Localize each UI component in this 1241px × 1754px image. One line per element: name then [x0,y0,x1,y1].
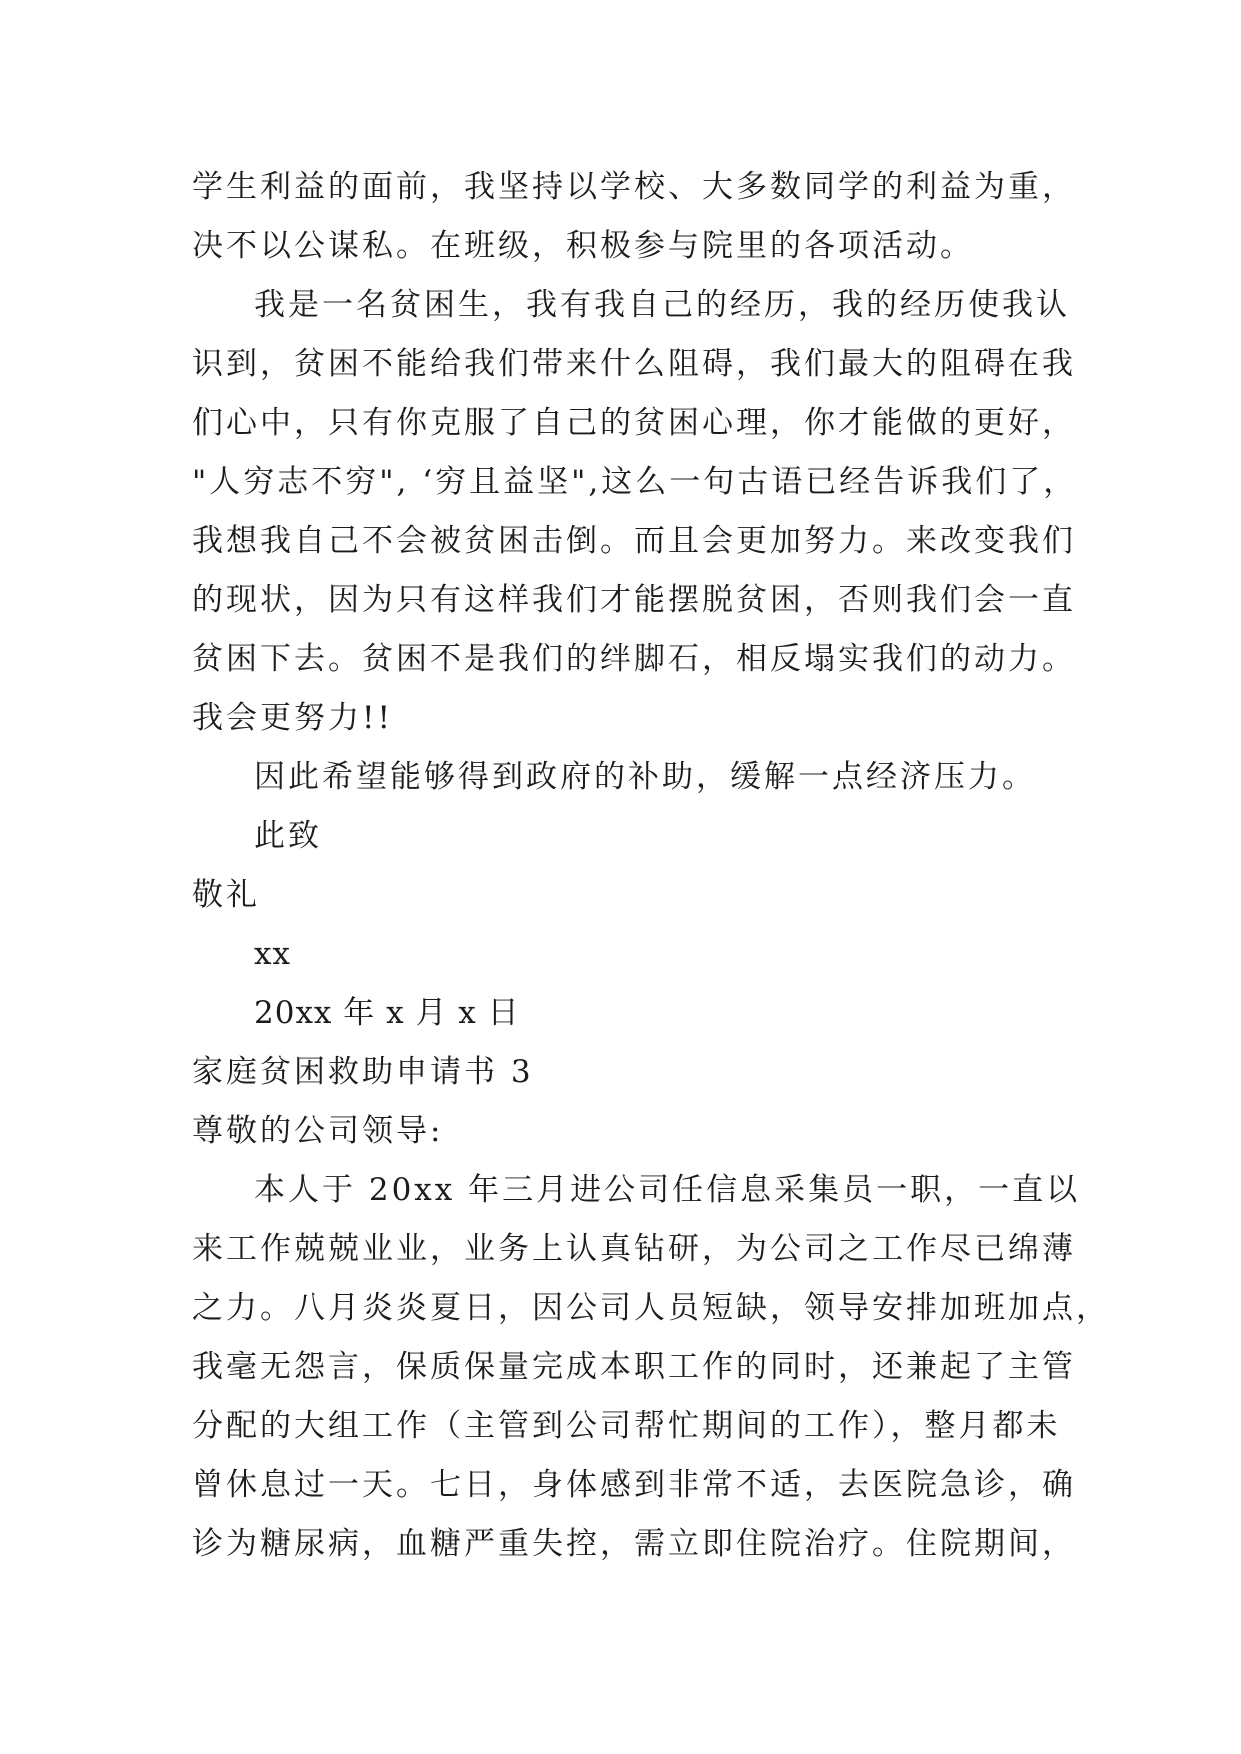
text-line: 决不以公谋私。在班级，积极参与院里的各项活动。 [192,228,974,264]
text-line: 我毫无怨言，保质保量完成本职工作的同时，还兼起了主管 [192,1349,1076,1385]
signature-date: 20xx 年 x 月 x 日 [254,995,520,1031]
text-line: 之力。八月炎炎夏日，因公司人员短缺，领导安排加班加点， [192,1290,1110,1326]
paragraph-start-line: 因此希望能够得到政府的补助，缓解一点经济压力。 [254,759,1036,795]
text-line: 我会更努力!! [192,700,393,736]
text-line: 来工作兢兢业业，业务上认真钻研，为公司之工作尽已绵薄 [192,1231,1076,1267]
text-line: 我想我自己不会被贫困击倒。而且会更加努力。来改变我们 [192,523,1076,559]
paragraph-start-line: 本人于 20xx 年三月进公司任信息采集员一职，一直以 [254,1172,1081,1208]
closing-respect: 敬礼 [192,877,260,913]
text-line: "人穷志不穷", ‘穷且益坚",这么一句古语已经告诉我们了， [192,464,1078,500]
text-line: 曾休息过一天。七日，身体感到非常不适，去医院急诊，确 [192,1467,1076,1503]
text-line: 学生利益的面前，我坚持以学校、大多数同学的利益为重， [192,169,1076,205]
text-line: 识到，贫困不能给我们带来什么阻碍，我们最大的阻碍在我 [192,346,1076,382]
text-line: 分配的大组工作（主管到公司帮忙期间的工作），整月都未 [192,1408,1061,1444]
closing-salutation: 此致 [254,818,322,854]
signature-name: xx [254,936,291,972]
greeting-line: 尊敬的公司领导: [192,1113,444,1149]
text-line: 的现状，因为只有这样我们才能摆脱贫困，否则我们会一直 [192,582,1076,618]
document-body [192,158,1110,1574]
text-line: 贫困下去。贫困不是我们的绊脚石，相反塌实我们的动力。 [192,641,1076,677]
text-line: 诊为糖尿病，血糖严重失控，需立即住院治疗。住院期间， [192,1526,1076,1562]
text-line: 们心中，只有你克服了自己的贫困心理，你才能做的更好， [192,405,1076,441]
paragraph-start-line: 我是一名贫困生，我有我自己的经历，我的经历使我认 [254,287,1070,323]
section-title: 家庭贫困救助申请书 3 [192,1054,534,1090]
